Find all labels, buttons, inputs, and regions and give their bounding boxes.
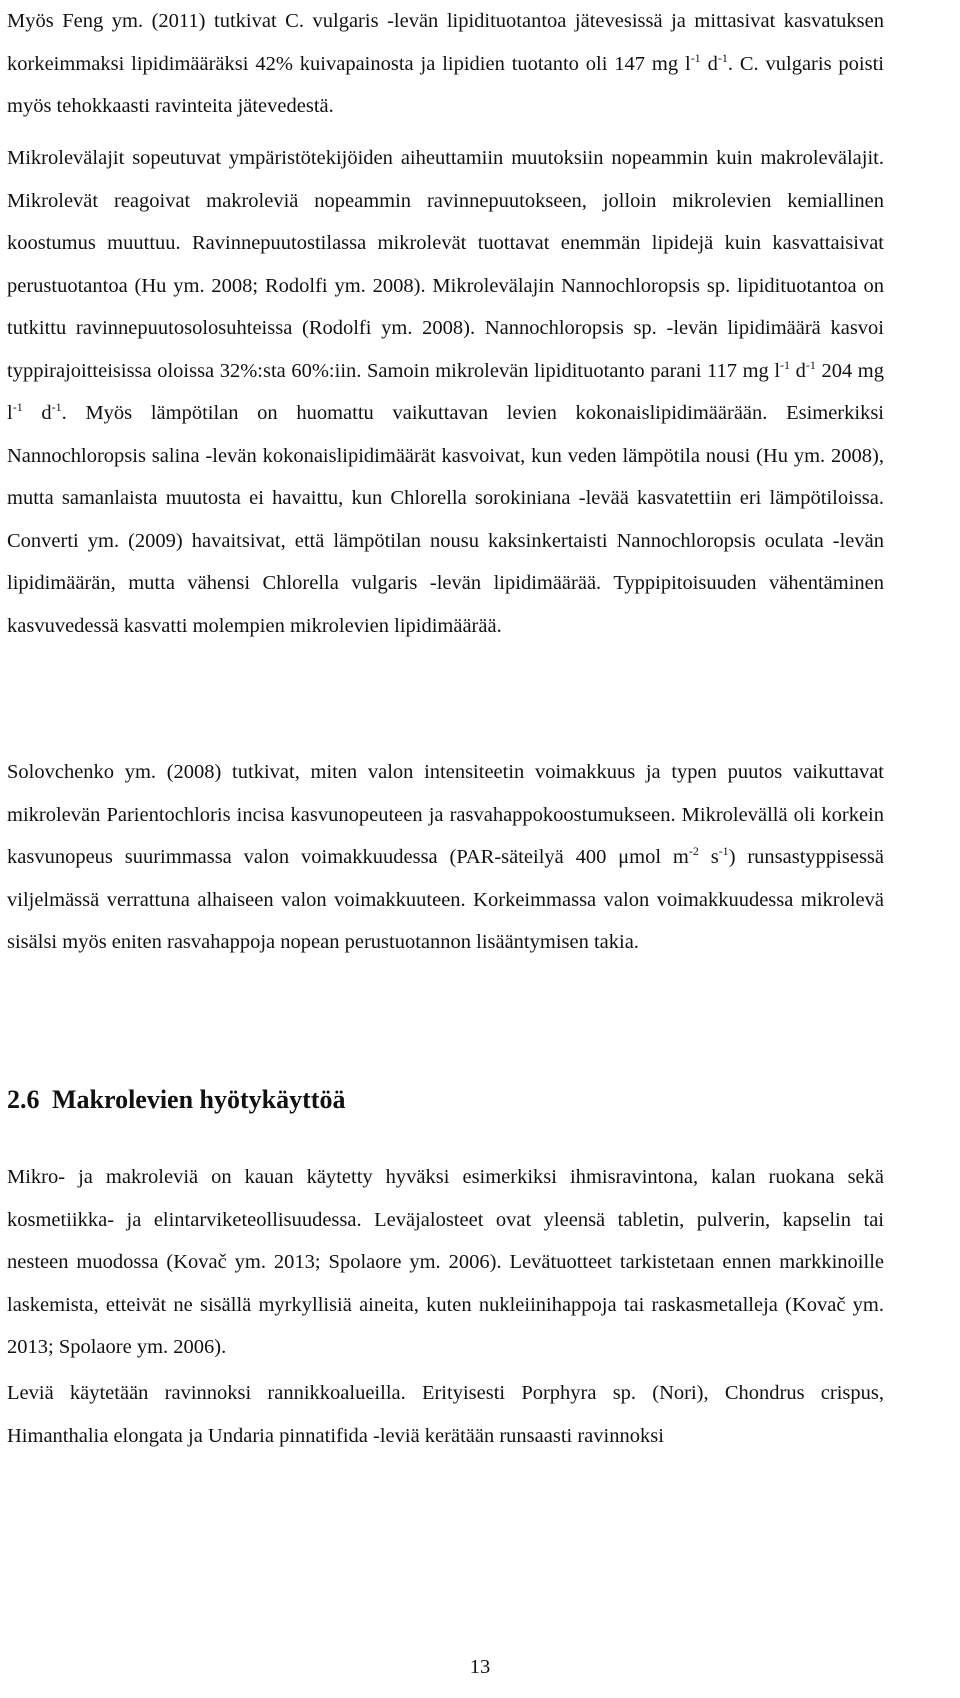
paragraph-nutrient-deficiency: Mikrolevälajit sopeutuvat ympäristötekijöiden aiheuttamiin muutoksiin nopeammin kuin makrolevälajit. Mikrolevät reagoivat makroleviä nopeammin ravinnepuutokseen, jolloin mikrolevien kemiallinen koostumus muuttuu. Ravinnepuutostilassa mikrolevät tuottavat enemmän lipidejä kuin kasvattaisivat perustuotantoa (Hu ym. 2008; Rodolfi ym. 2008). Mikrolevälajin Nannochloropsis sp. lipidituotantoa on tutkittu ravinnepuutosolosuhteissa (Rodolfi ym. 2008). Nannochloropsis sp. -levän lipidimäärä kasvoi typpirajoitteisissa oloissa 32%:sta 60%:iin. Samoin mikrolevän lipidituotanto parani 117 mg $l^{-1}$ $d^{-1}$ 204 mg $l^{-1}$ $d^{-1}$. Myös lämpötilan on huomattu vaikuttavan levien kokonaislipidimäärään. Esimerkiksi Nannochloropsis salina -levän kokonaislipidimäärät kasvoivat, kun veden lämpötila nousi (Hu ym. 2008), mutta samanlaista muutosta ei havaittu, kun Chlorella sorokiniana -levää kasvatettiin eri lämpötiloissa. Converti ym. (2009) havaitsivat, että lämpötilan nousu kaksinkertaisti Nannochloropsis oculata -levän lipidimäärän, mutta vähensi Chlorella vulgaris -levän lipidimäärää. Typpipitoisuuden vähentäminen kasvuvedessä kasvatti molempien mikrolevien lipidimäärää. — [7, 147, 885, 637]
section-heading — [7, 1080, 345, 1120]
paragraph-coastal-food: Leviä käytetään ravinnoksi rannikkoalueilla. Erityisesti Porphyra sp. (Nori), Chondrus crispus, Himanthalia elongata ja Undaria pinnatifida -leviä kerätään runsaasti ravinnoksi — [7, 1382, 884, 1447]
page-number: 13 — [469, 1656, 491, 1678]
section-number: 2.6 — [7, 1085, 40, 1114]
paragraph-feng-vulgaris: Myös Feng ym. (2011) tutkivat C. vulgaris -levän lipidituotantoa jätevesissä ja mittasivat kasvatuksen korkeimmaksi lipidimääräksi 42% kuivapainosta ja lipidien tuotanto oli 147 mg $l^{-1}$ $d^{-1}$. C. vulgaris poisti myös tehokkaasti ravinteita jätevedestä. — [7, 10, 884, 117]
paragraph-solovchenko-light: Solovchenko ym. (2008) tutkivat, miten valon intensiteetin voimakkuus ja typen puutos vaikuttavat mikrolevän Parientochloris incisa kasvunopeuteen ja rasvahappokoostumukseen. Mikrolevällä oli korkein kasvunopeus suurimmassa valon voimakkuudessa (PAR-säteilyä 400 μmol $m^{-2}$ $s^{-1}$) runsastyppisessä viljelmässä verrattuna alhaiseen valon voimakkuuteen. Korkeimmassa valon voimakkuudessa mikrolevä sisälsi myös eniten rasvahappoja nopean perustuotannon lisääntymisen takia. — [7, 761, 885, 953]
paragraph-algae-uses: Mikro- ja makroleviä on kauan käytetty hyväksi esimerkiksi ihmisravintona, kalan ruokana sekä kosmetiikka- ja elintarviketeollisuudessa. Leväjalosteet ovat yleensä tabletin, pulverin, kapselin tai nesteen muodossa (Kovač ym. 2013; Spolaore ym. 2006). Levätuotteet tarkistetaan ennen markkinoille laskemista, etteivät ne sisällä myrkyllisiä aineita, kuten nukleiinihappoja tai raskasmetalleja (Kovač ym. 2013; Spolaore ym. 2006). — [7, 1166, 884, 1358]
section-title: Makrolevien hyötykäyttöä — [52, 1085, 346, 1114]
